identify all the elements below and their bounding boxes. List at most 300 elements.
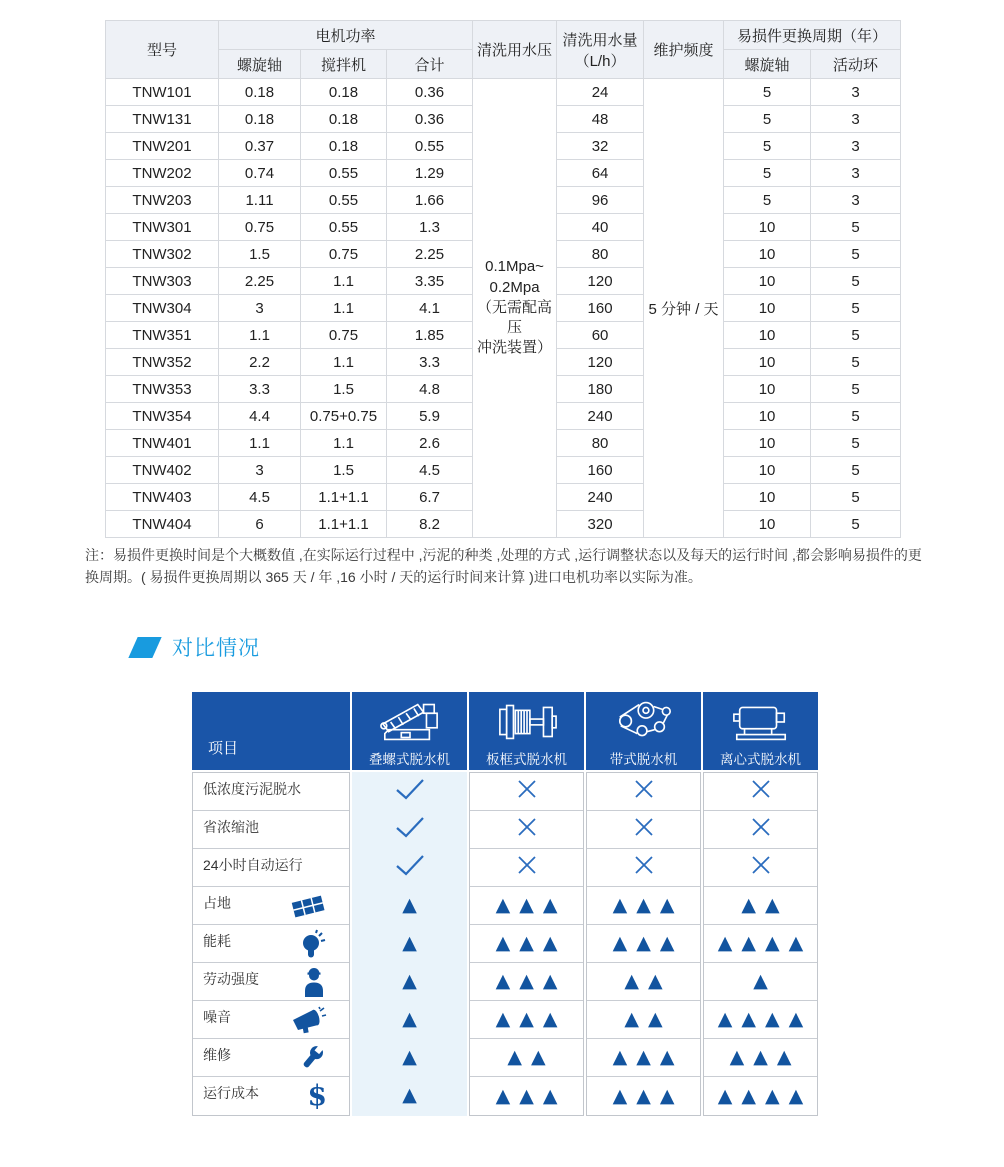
- triangle-icon: ▲: [659, 894, 675, 916]
- model-cell: TNW351: [106, 322, 219, 349]
- cross-icon: [633, 778, 655, 805]
- cross-icon: [633, 854, 655, 881]
- triangle-icon: ▲: [519, 1084, 534, 1107]
- noise-icon: [291, 1006, 327, 1034]
- comparison-row-label: 运行成本: [203, 1085, 259, 1101]
- comparison-value-cell: [470, 1001, 583, 1039]
- triangle-rating: [507, 1048, 545, 1067]
- mixer-power-cell: 0.55: [301, 160, 387, 187]
- col-header-screw-shaft: 螺旋轴: [219, 50, 301, 79]
- triangle-rating: [730, 1048, 792, 1067]
- screw-power-cell: 0.74: [219, 160, 301, 187]
- model-cell: TNW401: [106, 430, 219, 457]
- comparison-row-label: 低浓度污泥脱水: [203, 781, 301, 797]
- comparison-table: [192, 692, 818, 1116]
- parallelogram-icon: [128, 637, 161, 658]
- triangle-icon: ▲: [717, 1008, 733, 1030]
- model-cell: TNW301: [106, 214, 219, 241]
- triangle-icon: ▲: [495, 932, 511, 954]
- wash-volume-cell: 120: [557, 268, 644, 295]
- comparison-item-header: 项目: [192, 692, 350, 770]
- screw-power-cell: 1.11: [219, 187, 301, 214]
- triangle-rating: [496, 896, 558, 915]
- comparison-value-cell: [470, 963, 583, 1001]
- col-header-wash-pressure: 清洗用水压: [473, 21, 557, 79]
- triangle-rating: [496, 972, 558, 991]
- comparison-row-label: 维修: [203, 1047, 231, 1063]
- triangle-icon: ▲: [788, 1008, 804, 1030]
- wear-ring-cell: 5: [811, 511, 901, 538]
- comparison-value-cell: [587, 963, 700, 1001]
- comparison-value-cell: [704, 1001, 817, 1039]
- model-cell: TNW202: [106, 160, 219, 187]
- cross-icon: [750, 778, 772, 805]
- mixer-power-cell: 0.18: [301, 133, 387, 160]
- triangle-icon: ▲: [741, 1084, 756, 1107]
- triangle-icon: ▲: [402, 931, 417, 954]
- model-cell: TNW101: [106, 79, 219, 106]
- triangle-icon: ▲: [531, 1046, 546, 1068]
- triangle-rating: [612, 1084, 675, 1107]
- screw-power-cell: 0.18: [219, 106, 301, 133]
- model-cell: TNW354: [106, 403, 219, 430]
- screw-power-cell: 0.37: [219, 133, 301, 160]
- machine-header-cell: [352, 692, 467, 770]
- wear-screw-cell: 10: [724, 295, 811, 322]
- comparison-value-cell: [587, 1001, 700, 1039]
- comparison-value-cell: [352, 772, 467, 810]
- wear-ring-cell: 5: [811, 268, 901, 295]
- total-power-cell: 1.85: [387, 322, 473, 349]
- triangle-icon: ▲: [717, 932, 733, 954]
- total-power-cell: 1.66: [387, 187, 473, 214]
- triangle-icon: ▲: [624, 970, 639, 992]
- comparison-value-cell: [470, 887, 583, 925]
- total-power-cell: 1.3: [387, 214, 473, 241]
- comparison-value-cell: [470, 773, 583, 811]
- triangle-icon: ▲: [495, 1084, 511, 1107]
- screw-power-cell: 3: [219, 457, 301, 484]
- triangle-rating: [718, 1010, 804, 1029]
- triangle-icon: ▲: [495, 1008, 511, 1030]
- comparison-value-cell: [587, 1039, 700, 1077]
- triangle-icon: ▲: [659, 1046, 675, 1068]
- screw-power-cell: 1.1: [219, 322, 301, 349]
- screw-power-cell: 6: [219, 511, 301, 538]
- triangle-icon: ▲: [612, 932, 628, 954]
- wear-screw-cell: 10: [724, 268, 811, 295]
- col-header-wear-cycle: 易损件更换周期（年）: [724, 21, 901, 50]
- triangle-icon: ▲: [788, 1084, 804, 1107]
- total-power-cell: 2.6: [387, 430, 473, 457]
- triangle-rating: [753, 972, 768, 991]
- triangle-icon: ▲: [612, 1084, 628, 1107]
- comparison-row-label: 省浓缩池: [203, 819, 259, 835]
- comparison-row-label-cell: [193, 773, 349, 811]
- triangle-icon: ▲: [495, 894, 511, 916]
- total-power-cell: 3.3: [387, 349, 473, 376]
- wear-screw-cell: 10: [724, 430, 811, 457]
- check-icon: [392, 814, 428, 845]
- screw-power-cell: 1.5: [219, 241, 301, 268]
- comparison-row-label: 占地: [203, 895, 231, 911]
- wash-volume-cell: 48: [557, 106, 644, 133]
- triangle-icon: ▲: [741, 894, 756, 916]
- comparison-value-cell: [352, 1000, 467, 1038]
- spec-table-section: [105, 20, 901, 538]
- screw-power-cell: 4.4: [219, 403, 301, 430]
- wear-ring-cell: 5: [811, 295, 901, 322]
- triangle-icon: ▲: [542, 1084, 558, 1107]
- triangle-rating: [495, 1084, 558, 1107]
- comparison-value-cell: [352, 848, 467, 886]
- model-cell: TNW304: [106, 295, 219, 322]
- triangle-icon: ▲: [519, 1008, 534, 1030]
- wear-ring-cell: 5: [811, 457, 901, 484]
- model-cell: TNW402: [106, 457, 219, 484]
- triangle-icon: ▲: [495, 970, 511, 992]
- triangle-rating: [402, 1045, 417, 1068]
- triangle-rating: [624, 1010, 662, 1029]
- wear-ring-cell: 3: [811, 133, 901, 160]
- triangle-icon: ▲: [542, 932, 558, 954]
- wear-ring-cell: 3: [811, 106, 901, 133]
- comparison-value-cell: [470, 811, 583, 849]
- mixer-power-cell: 1.1: [301, 268, 387, 295]
- screw-power-cell: 2.25: [219, 268, 301, 295]
- machine-label: 带式脱水机: [609, 752, 678, 767]
- wash-volume-cell: 60: [557, 322, 644, 349]
- comparison-value-cell: [352, 886, 467, 924]
- mixer-power-cell: 0.18: [301, 106, 387, 133]
- wear-ring-cell: 5: [811, 376, 901, 403]
- machine-label: 离心式脱水机: [720, 752, 801, 767]
- screw-press-machine-icon: [379, 699, 441, 748]
- cross-icon: [516, 778, 538, 805]
- machine-header-cell: [586, 692, 701, 770]
- mixer-power-cell: 0.55: [301, 187, 387, 214]
- triangle-icon: ▲: [624, 1008, 639, 1030]
- model-cell: TNW131: [106, 106, 219, 133]
- cross-icon: [633, 816, 655, 843]
- triangle-icon: ▲: [402, 893, 417, 916]
- comparison-value-cell: [470, 925, 583, 963]
- comparison-value-cell: [587, 925, 700, 963]
- comparison-value-cell: [704, 1077, 817, 1115]
- comparison-row-label-cell: [193, 963, 349, 1001]
- triangle-icon: ▲: [753, 970, 768, 992]
- triangle-rating: [624, 972, 662, 991]
- total-power-cell: 0.36: [387, 106, 473, 133]
- comparison-row-label-cell: [193, 925, 349, 963]
- triangle-rating: [402, 931, 417, 954]
- triangle-icon: ▲: [612, 1046, 628, 1068]
- triangle-icon: ▲: [402, 1007, 417, 1030]
- triangle-rating: [402, 1007, 417, 1030]
- wear-screw-cell: 10: [724, 214, 811, 241]
- centrifuge-machine-icon: [730, 699, 792, 748]
- col-header-wear-screw: 螺旋轴: [724, 50, 811, 79]
- machine-label: 板框式脱水机: [486, 752, 567, 767]
- col-header-mixer: 搅拌机: [301, 50, 387, 79]
- screw-power-cell: 0.75: [219, 214, 301, 241]
- wear-screw-cell: 10: [724, 403, 811, 430]
- wear-screw-cell: 10: [724, 511, 811, 538]
- comparison-value-cell: [352, 924, 467, 962]
- triangle-icon: ▲: [765, 894, 780, 916]
- total-power-cell: 6.7: [387, 484, 473, 511]
- triangle-icon: ▲: [659, 932, 675, 954]
- model-cell: TNW201: [106, 133, 219, 160]
- wash-volume-cell: 80: [557, 241, 644, 268]
- model-cell: TNW352: [106, 349, 219, 376]
- wear-screw-cell: 5: [724, 133, 811, 160]
- total-power-cell: 3.35: [387, 268, 473, 295]
- triangle-icon: ▲: [519, 932, 534, 954]
- col-header-model: 型号: [106, 21, 219, 79]
- comparison-row-label-cell: [193, 849, 349, 887]
- comparison-value-cell: [704, 925, 817, 963]
- triangle-rating: [613, 896, 675, 915]
- comparison-value-cell: [587, 1077, 700, 1115]
- triangle-icon: ▲: [648, 1008, 663, 1030]
- cost-icon: $: [307, 1079, 327, 1112]
- wear-screw-cell: 10: [724, 241, 811, 268]
- total-power-cell: 1.29: [387, 160, 473, 187]
- comparison-value-cell: [704, 1039, 817, 1077]
- comparison-value-cell: [704, 849, 817, 887]
- comparison-value-cell: [352, 1076, 467, 1114]
- mixer-power-cell: 1.1: [301, 430, 387, 457]
- triangle-icon: ▲: [636, 932, 651, 954]
- repair-icon: [297, 1044, 327, 1072]
- model-cell: TNW404: [106, 511, 219, 538]
- wear-ring-cell: 3: [811, 160, 901, 187]
- cross-icon: [516, 816, 538, 843]
- triangle-rating: [613, 934, 675, 953]
- comparison-row-label-cell: [193, 1077, 349, 1115]
- comparison-row-label-cell: [193, 811, 349, 849]
- cross-icon: [750, 816, 772, 843]
- wash-volume-cell: 120: [557, 349, 644, 376]
- comparison-row-label: 噪音: [203, 1009, 231, 1025]
- triangle-rating: [496, 1010, 558, 1029]
- machine-label: 叠螺式脱水机: [369, 752, 450, 767]
- comparison-value-cell: [587, 849, 700, 887]
- comparison-row-label-cell: [193, 1039, 349, 1077]
- mixer-power-cell: 0.55: [301, 214, 387, 241]
- comparison-value-cell: [587, 811, 700, 849]
- total-power-cell: 2.25: [387, 241, 473, 268]
- total-power-cell: 4.8: [387, 376, 473, 403]
- triangle-rating: [613, 1048, 675, 1067]
- comparison-value-cell: [352, 1038, 467, 1076]
- triangle-icon: ▲: [765, 932, 780, 954]
- triangle-rating: [402, 893, 417, 916]
- comparison-value-cell: [352, 810, 467, 848]
- land-icon: [289, 893, 327, 919]
- section-title: 对比情况: [172, 637, 260, 660]
- screw-power-cell: 3: [219, 295, 301, 322]
- triangle-rating: [717, 1084, 804, 1107]
- mixer-power-cell: 1.5: [301, 376, 387, 403]
- comparison-value-column: [352, 772, 467, 1116]
- total-power-cell: 8.2: [387, 511, 473, 538]
- wash-volume-cell: 24: [557, 79, 644, 106]
- wash-volume-cell: 64: [557, 160, 644, 187]
- triangle-icon: ▲: [741, 1008, 756, 1030]
- spec-table-body: [106, 79, 901, 538]
- comparison-row-label: 能耗: [203, 933, 231, 949]
- triangle-rating: [402, 1083, 417, 1106]
- table-row: [106, 79, 901, 106]
- mixer-power-cell: 1.1: [301, 295, 387, 322]
- triangle-icon: ▲: [636, 1084, 651, 1107]
- wash-volume-cell: 320: [557, 511, 644, 538]
- triangle-rating: [496, 934, 558, 953]
- wash-volume-cell: 80: [557, 430, 644, 457]
- wear-screw-cell: 5: [724, 106, 811, 133]
- check-icon: [392, 852, 428, 883]
- comparison-value-cell: [470, 849, 583, 887]
- total-power-cell: 0.36: [387, 79, 473, 106]
- wash-pressure-merged-cell: 0.1Mpa~ 0.2Mpa （无需配高压 冲洗装置）: [473, 79, 557, 538]
- wear-ring-cell: 5: [811, 214, 901, 241]
- mixer-power-cell: 0.75: [301, 241, 387, 268]
- comparison-value-column: [703, 772, 818, 1116]
- energy-icon: [299, 929, 327, 959]
- wear-ring-cell: 5: [811, 322, 901, 349]
- comparison-value-column: [469, 772, 584, 1116]
- machine-header-cell: [469, 692, 584, 770]
- labor-icon: [301, 967, 327, 997]
- spec-table: [105, 20, 901, 538]
- total-power-cell: 4.1: [387, 295, 473, 322]
- col-header-wash-volume: 清洗用水量（L/h）: [557, 21, 644, 79]
- triangle-icon: ▲: [612, 894, 628, 916]
- triangle-icon: ▲: [519, 970, 534, 992]
- triangle-rating: [718, 934, 804, 953]
- model-cell: TNW353: [106, 376, 219, 403]
- wash-volume-cell: 180: [557, 376, 644, 403]
- machine-header-cell: [703, 692, 818, 770]
- comparison-value-cell: [704, 773, 817, 811]
- comparison-value-cell: [470, 1039, 583, 1077]
- triangle-icon: ▲: [659, 1084, 675, 1107]
- triangle-icon: ▲: [788, 932, 804, 954]
- mixer-power-cell: 0.75+0.75: [301, 403, 387, 430]
- comparison-value-cell: [704, 811, 817, 849]
- section-heading: [133, 632, 260, 662]
- wear-ring-cell: 5: [811, 484, 901, 511]
- mixer-power-cell: 1.1+1.1: [301, 511, 387, 538]
- triangle-icon: ▲: [717, 1084, 733, 1107]
- comparison-value-cell: [470, 1077, 583, 1115]
- wash-volume-cell: 96: [557, 187, 644, 214]
- triangle-icon: ▲: [542, 894, 558, 916]
- mixer-power-cell: 0.75: [301, 322, 387, 349]
- triangle-icon: ▲: [542, 1008, 558, 1030]
- wash-volume-cell: 240: [557, 403, 644, 430]
- screw-power-cell: 3.3: [219, 376, 301, 403]
- comparison-item-column: [192, 772, 350, 1116]
- total-power-cell: 5.9: [387, 403, 473, 430]
- triangle-icon: ▲: [402, 1045, 417, 1068]
- screw-power-cell: 0.18: [219, 79, 301, 106]
- col-header-wear-ring: 活动环: [811, 50, 901, 79]
- triangle-icon: ▲: [765, 1084, 780, 1107]
- mixer-power-cell: 1.1+1.1: [301, 484, 387, 511]
- comparison-value-cell: [587, 887, 700, 925]
- wear-screw-cell: 5: [724, 187, 811, 214]
- triangle-icon: ▲: [729, 1046, 745, 1068]
- comparison-value-cell: [704, 887, 817, 925]
- wear-ring-cell: 5: [811, 403, 901, 430]
- wash-volume-cell: 32: [557, 133, 644, 160]
- maintenance-merged-cell: 5 分钟 / 天: [644, 79, 724, 538]
- wear-ring-cell: 5: [811, 241, 901, 268]
- model-cell: TNW403: [106, 484, 219, 511]
- comparison-value-cell: [352, 962, 467, 1000]
- triangle-icon: ▲: [636, 1046, 651, 1068]
- plate-frame-machine-icon: [496, 699, 558, 748]
- wear-screw-cell: 10: [724, 457, 811, 484]
- col-header-total: 合计: [387, 50, 473, 79]
- wear-ring-cell: 3: [811, 187, 901, 214]
- wear-screw-cell: 10: [724, 349, 811, 376]
- triangle-icon: ▲: [519, 894, 534, 916]
- comparison-value-column: [586, 772, 701, 1116]
- triangle-icon: ▲: [741, 932, 756, 954]
- wear-screw-cell: 10: [724, 376, 811, 403]
- footnote: 注：易损件更换时间是个大概数值 ,在实际运行过程中 ,污泥的种类 ,处理的方式 ,运行调整状态以及每天的运行时间 ,都会影响易损件的更换周期。( 易损件更换周期以 365 天 / 年 ,16 小时 / 天的运行时间来计算 )进口电机功率以实际为准。: [85, 547, 922, 585]
- wear-screw-cell: 10: [724, 322, 811, 349]
- triangle-icon: ▲: [542, 970, 558, 992]
- col-header-motor-power: 电机功率: [219, 21, 473, 50]
- model-cell: TNW203: [106, 187, 219, 214]
- screw-power-cell: 4.5: [219, 484, 301, 511]
- triangle-icon: ▲: [648, 970, 663, 992]
- wash-volume-cell: 240: [557, 484, 644, 511]
- screw-power-cell: 1.1: [219, 430, 301, 457]
- comparison-value-cell: [587, 773, 700, 811]
- comparison-row-label: 24小时自动运行: [203, 857, 303, 873]
- model-cell: TNW303: [106, 268, 219, 295]
- triangle-icon: ▲: [402, 969, 417, 992]
- total-power-cell: 4.5: [387, 457, 473, 484]
- col-header-maintenance: 维护频度: [644, 21, 724, 79]
- wear-ring-cell: 3: [811, 79, 901, 106]
- check-icon: [392, 776, 428, 807]
- cross-icon: [516, 854, 538, 881]
- model-cell: TNW302: [106, 241, 219, 268]
- mixer-power-cell: 1.5: [301, 457, 387, 484]
- triangle-icon: ▲: [753, 1046, 768, 1068]
- wear-screw-cell: 5: [724, 79, 811, 106]
- wash-volume-cell: 40: [557, 214, 644, 241]
- mixer-power-cell: 1.1: [301, 349, 387, 376]
- screw-power-cell: 2.2: [219, 349, 301, 376]
- wash-volume-cell: 160: [557, 457, 644, 484]
- triangle-icon: ▲: [765, 1008, 780, 1030]
- total-power-cell: 0.55: [387, 133, 473, 160]
- wear-ring-cell: 5: [811, 349, 901, 376]
- comparison-row-label: 劳动强度: [203, 971, 259, 987]
- triangle-icon: ▲: [636, 894, 651, 916]
- wash-volume-cell: 160: [557, 295, 644, 322]
- comparison-value-cell: [704, 963, 817, 1001]
- wear-screw-cell: 10: [724, 484, 811, 511]
